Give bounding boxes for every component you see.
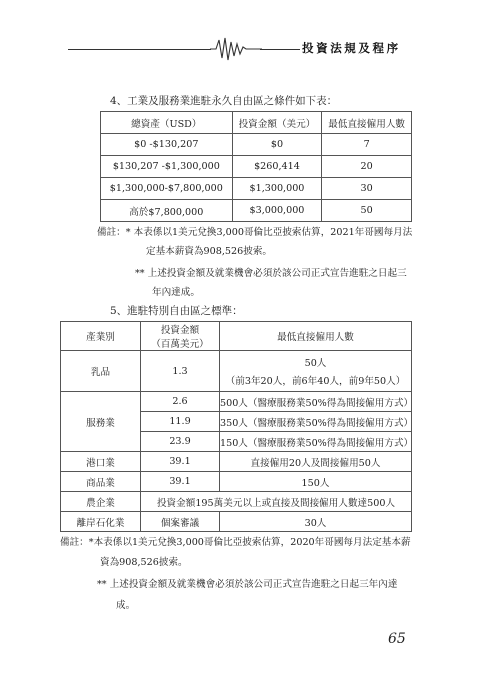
table-cell: $130,207 -$1,300,000 [101, 156, 233, 178]
amount-cell: 11.9 [141, 412, 220, 432]
section5-note1-line2: 資為908,526披索。 [100, 557, 188, 568]
table-cell: 7 [322, 134, 412, 156]
table-cell: $1,300,000-$7,800,000 [101, 178, 233, 200]
section4-note1-line1: 備註：* 本表係以1美元兌換3,000哥倫比亞披索估算，2021年哥國每月法 [97, 227, 413, 238]
column-header: 產業別 [61, 322, 141, 351]
section5-note2-line1: ** 上述投資金額及就業機會必須於該公司正式宣告進駐之日起三年內達 [97, 579, 398, 590]
industry-cell: 離岸石化業 [61, 512, 141, 532]
employment-cell [220, 351, 412, 392]
section4-heading: 4、工業及服務業進駐永久自由區之條件如下表： [110, 95, 338, 107]
header-wave-icon [210, 36, 262, 62]
column-header-line2: （百萬美元） [151, 339, 209, 350]
column-header-line1: 投資金額 [160, 325, 200, 336]
header-rule-left [68, 49, 211, 50]
table-cell: 30 [322, 178, 412, 200]
employment-cell: 150人（醫療服務業50%得為間接僱用方式） [220, 432, 412, 452]
table-row [61, 472, 412, 492]
table-cell: 高於$7,800,000 [101, 200, 233, 222]
table-cell: $0 -$130,207 [101, 134, 233, 156]
table-row [101, 134, 412, 156]
industry-cell: 港口業 [61, 452, 141, 472]
amount-cell: 1.3 [141, 351, 220, 392]
table-row [61, 452, 412, 472]
section5-note1-line1: 備註：*本表係以1美元兌換3,000哥倫比亞披索估算，2020年哥國每月法定基本薪 [60, 537, 411, 548]
column-header: 最低直接僱用人數 [220, 322, 412, 351]
industry-cell: 服務業 [61, 392, 141, 452]
amount-cell: 個案審議 [141, 512, 220, 532]
column-header: 投資金額（美元） [232, 112, 322, 134]
table-cell: $260,414 [232, 156, 322, 178]
table-cell: $0 [232, 134, 322, 156]
table-cell: 20 [322, 156, 412, 178]
amount-cell: 39.1 [141, 452, 220, 472]
industry-cell: 乳品 [61, 351, 141, 392]
employment-cell: 30人 [220, 512, 412, 532]
employment-cell: 350人（醫療服務業50%得為間接僱用方式） [220, 412, 412, 432]
section4-table [100, 111, 412, 222]
table-row [61, 492, 412, 512]
table-cell: $3,000,000 [232, 200, 322, 222]
table-row [61, 392, 412, 412]
column-header: 最低直接僱用人數 [322, 112, 412, 134]
column-header [141, 322, 220, 351]
agri-requirement-cell: 投資金額195萬美元以上或直接及間接僱用人數達500人 [141, 492, 412, 512]
table-cell: 50 [322, 200, 412, 222]
table-row [101, 178, 412, 200]
table-row [61, 512, 412, 532]
employment-cell: 500人（醫療服務業50%得為間接僱用方式） [220, 392, 412, 412]
table-row [101, 200, 412, 222]
section4-note1-line2: 定基本薪資為908,526披索。 [146, 246, 273, 257]
section4-note2-line1: ** 上述投資金額及就業機會必須於該公司正式宣告進駐之日起三 [135, 268, 407, 279]
table-row [101, 156, 412, 178]
section5-note2-line2: 成。 [116, 600, 136, 611]
table-cell: $1,300,000 [232, 178, 322, 200]
amount-cell: 23.9 [141, 432, 220, 452]
table-header-row [61, 322, 412, 351]
industry-cell: 農企業 [61, 492, 141, 512]
page-number: 65 [388, 631, 406, 647]
employment-cell: 150人 [220, 472, 412, 492]
amount-cell: 2.6 [141, 392, 220, 412]
header-rule-right [260, 49, 300, 50]
employment-cell: 直接僱用20人及間接僱用50人 [220, 452, 412, 472]
section5-table [60, 321, 412, 532]
employment-line1: 50人 [304, 358, 327, 369]
employment-line2: （前3年20人，前6年40人，前9年50人） [225, 376, 406, 387]
industry-cell: 商品業 [61, 472, 141, 492]
section5-heading: 5、進駐特別自由區之標準： [110, 305, 243, 317]
table-header-row [101, 112, 412, 134]
table-row [61, 351, 412, 392]
amount-cell: 39.1 [141, 472, 220, 492]
column-header: 總資產（USD） [101, 112, 233, 134]
header-title: 投資法規及程序 [302, 41, 401, 55]
section4-note2-line2: 年內達成。 [152, 287, 200, 298]
